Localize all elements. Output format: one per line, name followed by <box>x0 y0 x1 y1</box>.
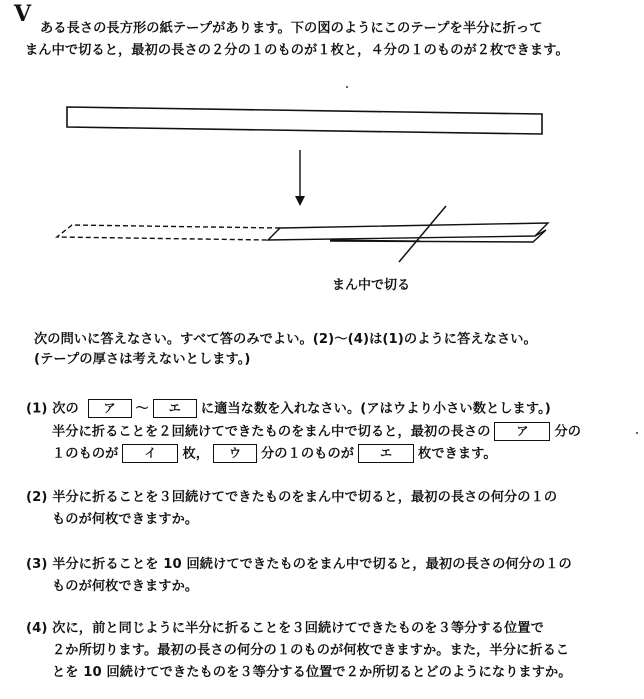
speck <box>636 432 638 434</box>
q3-line-1 <box>26 556 572 574</box>
cut-label: まん中で切る <box>332 278 411 293</box>
tape-fold-figure <box>0 0 644 300</box>
q1-text: 半分に折ることを２回続けてできたものをまん中で切ると，最初の長さの <box>52 424 491 440</box>
q4-line-2: ２か所切ります。最初の長さの何分の１のものが何枚できますか。また，半分に折るこ <box>52 643 570 658</box>
q1-line-1 <box>26 399 551 419</box>
answer-box-a: ア <box>88 399 132 418</box>
q3-text: 半分に折ることを 10 回続けてできたものをまん中で切ると，最初の長さの何分の１の <box>52 557 572 572</box>
q2-line-1 <box>26 489 557 507</box>
q4-text: 次に，前と同じように半分に折ることを３回続けてできたものを３等分する位置で <box>52 621 544 636</box>
q3-label: (3) <box>26 557 48 572</box>
q1-text: に適当な数を入れなさい。(アはウより小さい数とします。) <box>200 401 551 417</box>
answer-box-u: ウ <box>213 444 257 463</box>
q4-line-3: とを 10 回続けてできたものを３等分する位置で２か所切るとどのようになりますか。 <box>52 665 572 680</box>
answer-box-e: エ <box>153 399 197 418</box>
answer-box-i: イ <box>122 444 178 463</box>
q3-line-2: ものが何枚できますか。 <box>52 579 199 594</box>
q1-text: 枚， <box>182 446 210 462</box>
q1-text: 枚できます。 <box>418 446 497 462</box>
original-tape-rectangle <box>67 107 542 134</box>
q2-label: (2) <box>26 490 48 505</box>
folded-tape-top-layer <box>268 223 548 240</box>
instruction-line-1: 次の問いに答えなさい。すべて答のみでよい。(2)～(4)は(1)のように答えなさい。 <box>34 332 537 347</box>
q1-line-2 <box>52 422 581 442</box>
answer-box-e: エ <box>358 444 414 463</box>
intro-line-1: ある長さの長方形の紙テープがあります。下の図のようにこのテープを半分に折って <box>40 21 543 36</box>
q2-text: 半分に折ることを３回続けてできたものをまん中で切ると，最初の長さの何分の１の <box>52 490 558 505</box>
folded-tape-dashed-outline <box>57 225 280 240</box>
q1-text: 分の <box>554 424 582 440</box>
instruction-line-2: (テープの厚さは考えないとします。) <box>34 352 251 367</box>
arrowhead-icon <box>295 196 305 206</box>
q4-line-1 <box>26 620 544 638</box>
q1-line-3 <box>52 444 497 464</box>
q1-text: １のものが <box>52 446 119 462</box>
tilde: ～ <box>135 401 149 417</box>
q2-line-2: ものが何枚できますか。 <box>52 512 199 527</box>
problem-number: V <box>14 1 32 27</box>
q1-label: (1) <box>26 401 48 417</box>
q1-text: 分の１のものが <box>261 446 355 462</box>
answer-box-a: ア <box>494 422 550 441</box>
q1-text: 次の <box>52 401 79 417</box>
intro-line-2: まん中で切ると，最初の長さの２分の１のものが１枚と，４分の１のものが２枚できます。 <box>25 43 569 58</box>
q4-label: (4) <box>26 621 48 636</box>
